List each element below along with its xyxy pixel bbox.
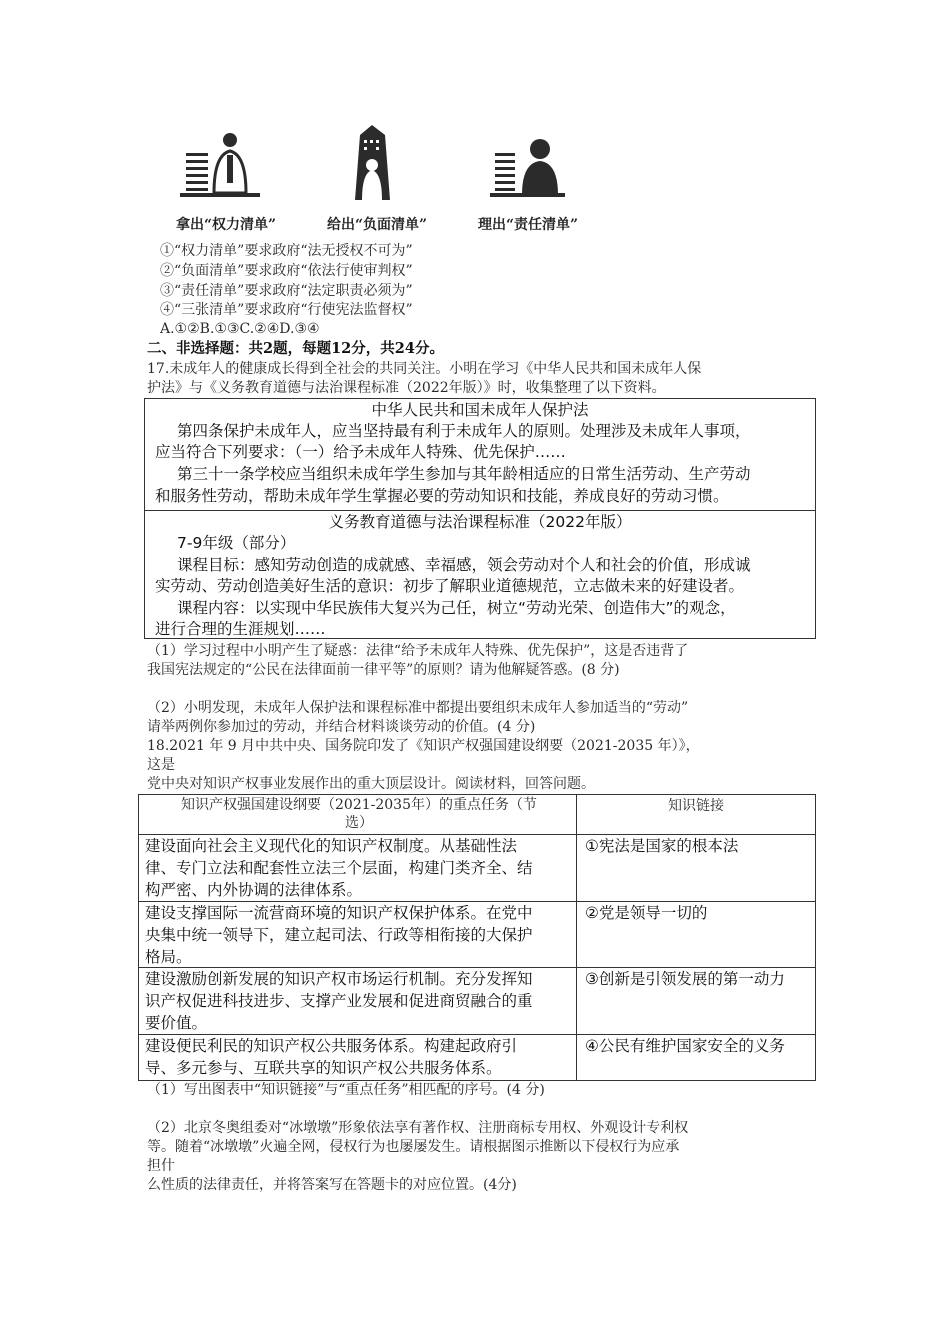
header-left: 知识产权强国建设纲要（2021-2035年）的重点任务（节 选） [181,797,537,831]
q17-1-line1: （1）学习过程中小明产生了疑惑：法律“给予未成年人特殊、优先保护”，这是否违背了 [147,643,689,659]
q18-task-table [138,794,816,1081]
q17-2-line1: （2）小明发现，未成年人保护法和课程标准中都提出要组织未成年人参加适当的“劳动” [147,700,689,716]
option-3: ③“责任清单”要求政府“法定职责必须为” [160,283,413,299]
header-right: 知识链接 [668,798,724,814]
q17-intro-line2: 护法》与《义务教育道德与法治课程标准（2022年版）》时，收集整理了以下资料。 [147,380,666,396]
knowledge-link-4: ④公民有维护国家安全的义务 [585,1037,785,1055]
task-row4-line: 导、多元参与、互联共享的知识产权公共服务体系。 [145,1059,502,1077]
q17-2-line2: 请举两例你参加过的劳动，并结合材料谈谈劳动的价值。(4 分) [147,719,536,735]
law-line: 第四条保护未成年人，应当坚持最有利于未成年人的原则。处理涉及未成年人事项， [177,422,751,440]
task-row1-line: 建设面向社会主义现代化的知识产权制度。从基础性法 [145,837,518,855]
q17-intro-line1: 17.未成年人的健康成长得到全社会的共同关注。小明在学习《中华人民共和国未成年人保 [147,361,702,377]
task-row1-line: 律、专门立法和配套性立法三个层面，构建门类齐全、结 [145,859,533,877]
q18-intro-line1: 18.2021 年 9 月中共中央、国务院印发了《知识产权强国建设纲要（2021-2035 年）》， [147,738,700,754]
task-row2-line: 央集中统一领导下，建立起司法、行政等相衔接的大保护 [145,926,533,944]
option-4: ④“三张清单”要求政府“行使宪法监督权” [160,302,413,318]
negative-list-figure [355,125,390,200]
task-row2-line: 格局。 [145,948,192,966]
three-lists-graphic [150,105,600,215]
standard-line: 进行合理的生涯规划…… [155,620,326,638]
standard-line: 课程内容：以实现中华民族伟大复兴为己任，树立“劳动光荣、创造伟大”的观念， [177,599,736,617]
caption-negative-list: 给出“负面清单” [327,217,428,233]
q18-intro-line3: 党中央对知识产权事业发展作出的重大顶层设计。阅读材料，回答问题。 [147,776,595,792]
option-2: ②“负面清单”要求政府“依法行使审判权” [160,263,413,279]
q18-1: （1）写出图表中“知识链接”与“重点任务”相匹配的序号。(4 分) [147,1082,545,1098]
q17-1-line2: 我国宪法规定的“公民在法律面前一律平等”的原则？请为他解疑答惑。(8 分) [147,662,620,678]
standard-line: 7-9年级（部分） [177,534,296,552]
law-line: 和服务性劳动，帮助未成年学生掌握必要的劳动知识和技能，养成良好的劳动习惯。 [155,487,729,505]
law-title: 中华人民共和国未成年人保护法 [371,401,589,419]
knowledge-link-3: ③创新是引领发展的第一动力 [585,970,785,988]
responsibility-list-figure [490,139,565,197]
law-line: 应当符合下列要求：（一）给予未成年人特殊、优先保护…… [155,443,566,461]
knowledge-link-1: ①宪法是国家的根本法 [585,837,739,855]
q17-material-table [144,398,816,639]
caption-power-list: 拿出“权力清单” [176,217,277,233]
task-row2-line: 建设支撑国际一流营商环境的知识产权保护体系。在党中 [145,904,533,922]
q18-intro-line2: 这是 [147,757,175,773]
section-title: 二、非选择题：共2题，每题12分，共24分。 [147,340,444,357]
knowledge-link-2: ②党是领导一切的 [585,904,708,922]
law-line: 第三十一条学校应当组织未成年学生参加与其年龄相适应的日常生活劳动、生产劳动 [177,465,751,483]
task-row4-line: 建设便民利民的知识产权公共服务体系。构建起政府引 [145,1037,518,1055]
standard-line: 实劳动、劳动创造美好生活的意识：初步了解职业道德规范，立志做未来的好建设者。 [155,577,745,595]
caption-responsibility-list: 理出“责任清单” [478,217,579,233]
answer-choices: A.①②B.①③C.②④D.③④ [160,321,320,337]
power-list-figure [180,133,260,197]
q18-2-line3: 担什 [147,1158,175,1174]
q18-2-line2: 等。随着“冰墩墩”火遍全网，侵权行为也屡屡发生。请根据图示推断以下侵权行为应承 [147,1139,680,1155]
q18-2-line4: 么性质的法律责任，并将答案写在答题卡的对应位置。(4分) [147,1177,517,1193]
task-row1-line: 构严密、内外协调的法律体系。 [145,881,363,899]
task-row3-line: 建设激励创新发展的知识产权市场运行机制。充分发挥知 [145,970,533,988]
task-row3-line: 要价值。 [145,1014,208,1032]
standard-line: 课程目标：感知劳动创造的成就感、幸福感，领会劳动对个人和社会的价值，形成诚 [177,556,751,574]
standard-title: 义务教育道德与法治课程标准（2022年版） [328,513,632,531]
q18-2-line1: （2）北京冬奥组委对“冰墩墩”形象依法享有著作权、注册商标专用权、外观设计专利权 [147,1120,689,1136]
option-1: ①“权力清单”要求政府“法无授权不可为” [160,243,413,259]
task-row3-line: 识产权促进科技进步、支撑产业发展和促进商贸融合的重 [145,992,533,1010]
